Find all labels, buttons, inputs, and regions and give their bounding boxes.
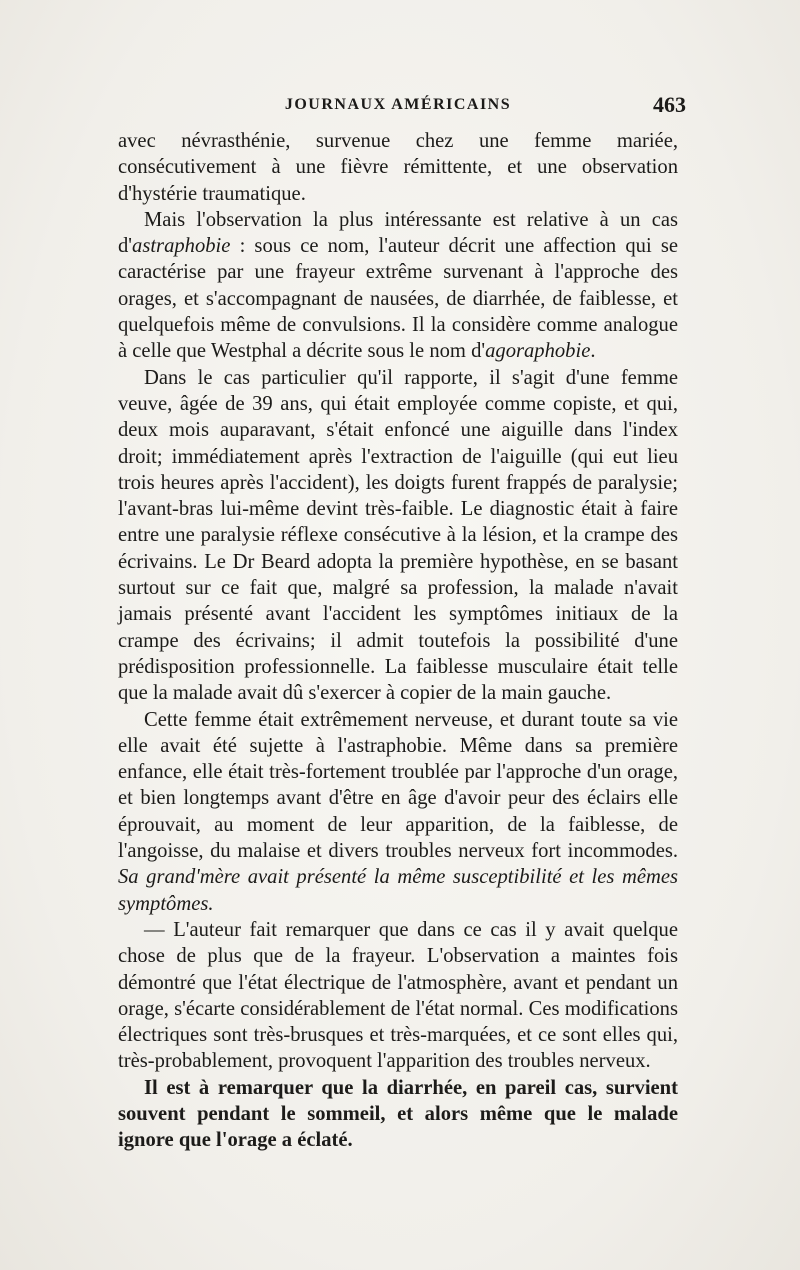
body-text (118, 128, 678, 1154)
running-head (118, 92, 686, 122)
paragraph-4 (118, 707, 678, 917)
paragraph-6: Il est à remarquer que la diarrhée, en pareil cas, survient souvent pendant le sommeil, et alors même que le malade ignore que l'orage a éclaté. (118, 1076, 678, 1152)
paragraph-2 (118, 207, 678, 365)
paragraph-4-italic: Sa grand'mère avait présenté la même susceptibilité et les mêmes symptômes. (118, 866, 678, 915)
paragraph-1: avec névrasthénie, survenue chez une femme mariée, consécutivement à une fièvre rémittente, et une observation d'hystérie traumatique. (118, 130, 678, 205)
term-astraphobie: astraphobie (132, 235, 231, 258)
paragraph-2-part-2: : sous ce nom, l'auteur décrit une affection qui se caractérise par une frayeur extrême survenant à l'approche des orages, et s'accompagnant de nausées, de diarrhée, de faiblesse, et quelquefois même de convulsions. Il la considère comme analogue à celle que Westphal a décrite sous le nom d' (118, 235, 678, 363)
term-agoraphobie: agoraphobie (485, 340, 591, 363)
paragraph-4-text: Cette femme était extrêmement nerveuse, et durant toute sa vie elle avait été sujette à l'astraphobie. Même dans sa première enfance, elle était très-fortement troublée par l'approche d'un orage, et bien longtemps avant d'être en âge d'avoir peur des éclairs elle éprouvait, au moment de leur apparition, de la faiblesse, de l'angoisse, du malaise et divers troubles nerveux fort incommodes. (118, 708, 678, 863)
paragraph-5: — L'auteur fait remarquer que dans ce cas il y avait quelque chose de plus que de la frayeur. L'observation a maintes fois démontré que l'état électrique de l'atmosphère, avant et pendant un orage, s'écarte considérablement de l'état normal. Ces modifications électriques sont très-brusques et très-marquées, et ce sont elles qui, très-probablement, provoquent l'apparition des troubles nerveux. (118, 918, 678, 1073)
paragraph-2-end: . (590, 340, 596, 363)
paragraph-3: Dans le cas particulier qu'il rapporte, il s'agit d'une femme veuve, âgée de 39 ans, qui était employée comme copiste, et qui, deux mois auparavant, s'était enfoncé une aiguille dans l'index droit; immédiatement après l'extraction de l'aiguille (qui eut lieu trois heures après l'accident), les doigts furent frappés de paralysie; l'avant-bras lui-même devint très-faible. Le diagnostic était à faire entre une paralysie réflexe consécutive à la lésion, et la crampe des écrivains. Le Dr Beard adopta la première hypothèse, en se basant surtout sur ce fait que, malgré sa profession, la malade n'avait jamais présenté avant l'accident les symptômes initiaux de la crampe des écrivains; il admit toutefois la possibilité d'une prédisposition professionnelle. La faiblesse musculaire était telle que la malade avait dû s'exercer à copier de la main gauche. (118, 366, 678, 705)
paragraph-2-part-1: Mais l'observation la plus intéressante est relative à un cas d' (118, 208, 678, 258)
running-title: JOURNAUX AMÉRICAINS (284, 96, 512, 113)
page-number: 463 (653, 92, 686, 117)
